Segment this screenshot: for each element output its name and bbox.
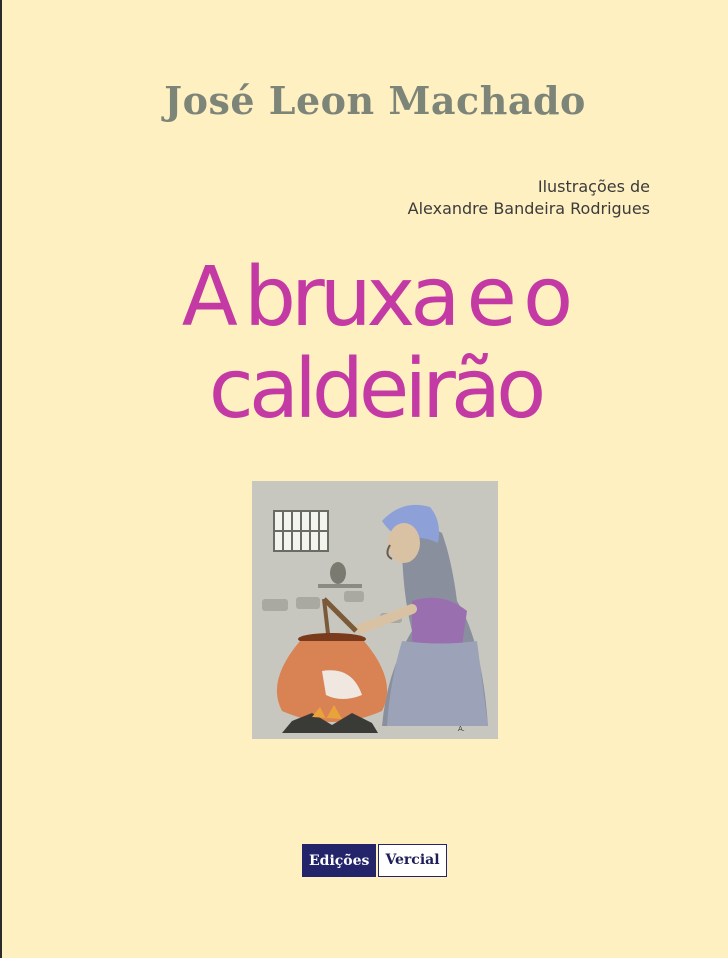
page-edge [0, 0, 2, 958]
publisher-part-2: Vercial [378, 844, 446, 877]
illustrations-label: Ilustrações de [537, 177, 650, 196]
witch-cauldron-illustration [252, 481, 498, 739]
author-name: José Leon Machado [164, 78, 586, 123]
title-line-1: A bruxa e o [181, 250, 569, 345]
svg-text:A.: A. [458, 725, 465, 733]
book-title [0, 252, 728, 436]
publisher-part-1: Edições [302, 844, 376, 877]
title-line-2: caldeirão [208, 342, 542, 437]
illustrator-name: Alexandre Bandeira Rodrigues [407, 199, 650, 218]
illustrator-credit [408, 176, 650, 220]
publisher-logo [302, 844, 447, 877]
